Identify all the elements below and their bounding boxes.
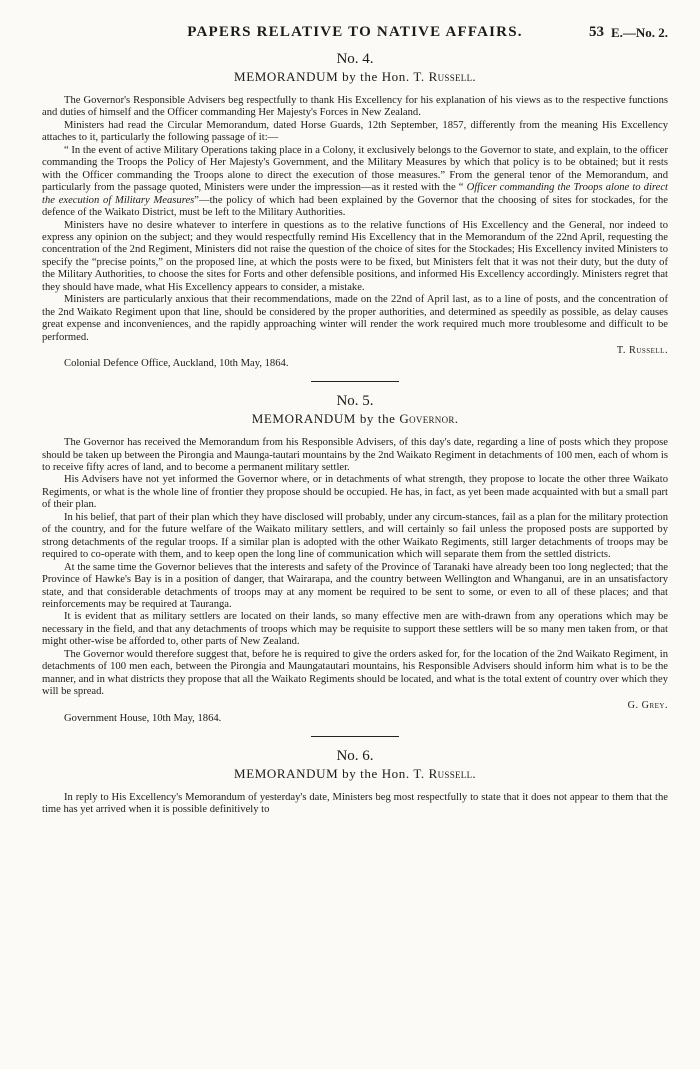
paragraph: Ministers had read the Circular Memorandum, dated Horse Guards, 12th September, 1857, differently from the meaning His Excellency attaches to it, particularly the following passage of it:— — [42, 119, 668, 144]
signature: T. Russell. — [616, 345, 668, 357]
running-head — [42, 0, 668, 50]
memo-title-prefix: MEMORANDUM by the — [251, 411, 400, 427]
paragraph: In his belief, that part of their plan which they have disclosed will probably, under any circum-stances, fail as a plan for the military protection of the country, and for the future welfare of the Waikato military settlers, and will certainly so fail unless the proposed posts are supported by strong detachments of the regular troops. If a similar plan is adopted with the other Waikato Regiments, still larger detachments of troops may be required to co-operate with them, and to keep open the long line of communication which will separate them from the settled districts. — [42, 511, 668, 561]
paragraph: In reply to His Excellency's Memorandum of yesterday's date, Ministers beg most respectfully to state that it does not appear to them that the time has yet arrived when it is possible definitively to — [42, 791, 668, 816]
memo-title-prefix: MEMORANDUM by the Hon. T. — [234, 765, 429, 781]
memo-title — [42, 766, 668, 782]
signature: G. Grey. — [627, 699, 668, 711]
section-divider — [311, 736, 399, 737]
paragraph: Ministers have no desire whatever to interfere in questions as to the relative functions of His Excellency and the General, nor indeed to express any opinion on the subject; and they would respectfully remind His Excellency that in the Memorandum of the 22nd April, requesting the concentration of the 2nd Regiment, Ministers did not raise the question of the choice of sites for the Stockades; His Excellency invited Ministers to specify the “precise points,” on the proposed line, at which the posts were to be fixed, but Ministers felt that it was not their duty, but the duty of the Military Authorities, to choose the sites for Forts and other defensible positions, and informed His Excellency accordingly. Ministers regret that they should have made, what His Excellency appears to consider, a mistake. — [42, 219, 668, 293]
section-divider — [311, 381, 399, 382]
memorandum-4 — [42, 50, 668, 370]
place-date: Colonial Defence Office, Auckland, 10th May, 1864. — [64, 358, 289, 370]
memo-title — [42, 69, 668, 85]
quote-text: “ In the event of active Military Operations taking place in a Colony, it exclusively belongs to the Governor to state, and explain, to the officer commanding the Troops the Policy of Her Majesty's Government, and the Military Measures by which that policy is to be obtained; but it rests with the Officer commanding the Troops alone to direct the execution of those measures.” From the general tenor of the Memorandum, and particularly from the passage quoted, Ministers were under the impression—as it rested with the “ — [42, 144, 668, 194]
paragraph: It is evident that as military settlers are located on their lands, so many effective men are with-drawn from any operations which may be necessary in the field, and that any detachments of troops which may be requisite to support these settlers will be so many men taken from, or that might other-wise be afforded to, other parts of New Zealand. — [42, 611, 668, 648]
paragraph: The Governor has received the Memorandum from his Responsible Advisers, of this day's date, regarding a line of posts which they propose should be taken up between the Pirongia and Maunga-tautari mountains by the 2nd Waikato Regiment in detachments of 100 men, each of whom is to receive fifty acres of land, and to become a permanent military settler. — [42, 437, 668, 473]
memo-number: No. 6. — [336, 747, 374, 764]
paragraph: Ministers are particularly anxious that their recommendations, made on the 22nd of April last, as to a line of posts, and the concentration of the 2nd Waikato Regiment upon that line, should be considered by the proper authorities, and determined as speedily as possible, as delay causes great expense and inconveniences, and the rapidly approaching winter will render the work required much more troublesome and difficult to be performed. — [42, 294, 668, 343]
page-number: 53 — [589, 24, 604, 40]
running-head-title: PAPERS RELATIVE TO NATIVE AFFAIRS. — [187, 24, 523, 40]
memo-title-name: Russell. — [428, 765, 476, 781]
paragraph: At the same time the Governor believes that the interests and safety of the Province of Taranaki have already been too long neglected; that the Province of Hawke's Bay is in a position of danger, that Wairarapa, and the country between Wellington and Whanganui, are in an unsatisfactory state, and that considerable detachments of troops may at any moment be required to be sent to some, or even to all of these places; and that reinforcements may be required at Tauranga. — [42, 561, 668, 610]
paragraph: The Governor would therefore suggest that, before he is required to give the orders asked for, for the location of the 2nd Waikato Regiment, in detachments of 100 men each, between the Pirongia and Maungatautari mountains, his Responsible Advisers should inform him what is to be the manner, and in what districts they propose that all the Waikato Regiments should be located, and what is the total extent of country over which they will be spread. — [42, 648, 668, 698]
quoted-paragraph — [42, 145, 668, 220]
quote-italic-text: Officer commanding the Troops alone to direct the execution of Military Measures — [42, 182, 668, 206]
memo-title-name: Governor. — [399, 411, 459, 427]
place-date: Government House, 10th May, 1864. — [64, 712, 222, 724]
paper-reference: E.—No. 2. — [610, 25, 668, 40]
memorandum-5 — [42, 392, 668, 725]
memo-title-prefix: MEMORANDUM by the Hon. T. — [234, 69, 429, 84]
paragraph: The Governor's Responsible Advisers beg respectfully to thank His Excellency for his explanation of his views as to the respective functions and duties of himself and the Officer commanding Her Majesty's Forces in New Zealand. — [42, 95, 668, 119]
memo-title — [42, 411, 668, 427]
quote-text-cont: ”—the policy of which had been explained by the Governor that the choosing of sites for stockades, for the defence of the Waikato District, must be left to the Military Authorities. — [42, 194, 668, 219]
memo-title-name: Russell. — [428, 69, 476, 84]
memo-number: No. 4. — [336, 51, 374, 67]
memorandum-6 — [42, 747, 668, 817]
memo-number: No. 5. — [336, 393, 374, 410]
paragraph: His Advisers have not yet informed the Governor where, or in detachments of what strength, they propose to locate the other three Waikato Regiments, or what is the whole line of frontier they propose should be occupied. He has, in fact, as yet been made acquainted with but a small part of their plan. — [42, 474, 668, 511]
